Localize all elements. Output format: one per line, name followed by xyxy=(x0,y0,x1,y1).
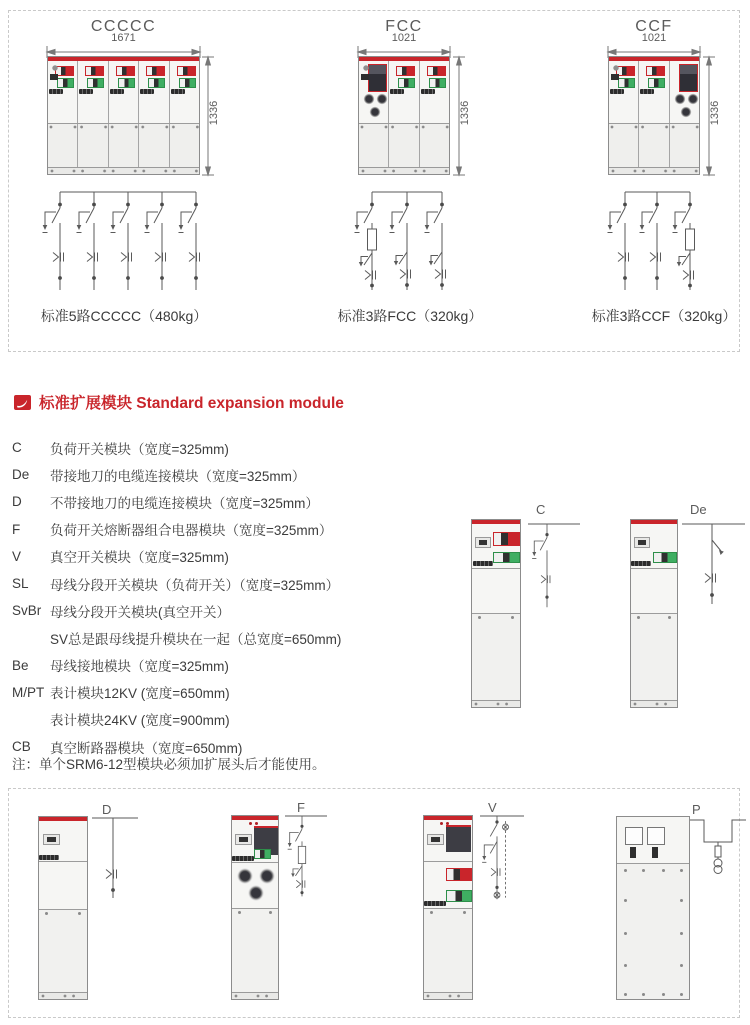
cabinet-title-fcc: FCC xyxy=(385,18,423,35)
screw-dot xyxy=(680,869,683,872)
cabinet-divider xyxy=(232,862,278,863)
connector-strip xyxy=(140,89,154,94)
module-desc: 表计模块24KV (宽度=900mm) xyxy=(50,713,230,729)
section-heading xyxy=(14,391,344,413)
module-desc: 表计模块12KV (宽度=650mm) xyxy=(50,686,230,702)
screw-dot xyxy=(478,616,481,619)
cabinet-divider xyxy=(424,861,472,862)
cabinet-divider xyxy=(39,909,87,910)
red-top-strip xyxy=(232,816,278,820)
cabinet-base xyxy=(472,700,520,707)
cabinet-module-c xyxy=(471,519,521,708)
module-code: Be xyxy=(12,657,29,673)
screw-dot xyxy=(624,899,627,902)
connector-strip xyxy=(39,855,59,860)
nameplate-badge xyxy=(361,64,371,82)
cabinet-lower-zone xyxy=(472,613,520,701)
screw-dot xyxy=(78,912,81,915)
cabinet-title-ccccc: CCCCC xyxy=(90,18,157,35)
module-desc: 母线接地模块（宽度=325mm) xyxy=(50,659,229,675)
module-desc: 真空断路器模块（宽度=650mm) xyxy=(50,740,243,756)
circuit-diagram-fcc xyxy=(362,186,462,311)
module-code: C xyxy=(12,440,22,456)
screw-dot xyxy=(642,993,645,996)
module-code: De xyxy=(12,467,30,483)
screw-dot xyxy=(238,911,241,914)
panel-c xyxy=(109,61,139,168)
meter-mark xyxy=(630,847,636,858)
circuit-diagram-c xyxy=(524,500,586,630)
cabinet-module-p xyxy=(616,816,690,1000)
cabinet-base xyxy=(48,167,199,174)
meter-window xyxy=(625,827,643,845)
screw-dot xyxy=(680,993,683,996)
connector-strip xyxy=(232,856,254,861)
caption-fcc: 标准3路FCC（320kg） xyxy=(337,308,483,324)
green-module xyxy=(493,552,520,563)
cabinet-lower-zone xyxy=(631,613,677,701)
panel-c xyxy=(420,61,449,168)
cabinet-title-ccf: CCF xyxy=(635,18,673,35)
cabinet-divider xyxy=(232,908,278,909)
panel-c xyxy=(170,61,199,168)
cabinet-divider xyxy=(48,123,199,124)
module-desc: 母线分段开关模块（负荷开关）（宽度=325mm） xyxy=(50,577,340,593)
screw-dot xyxy=(680,899,683,902)
fuse-covers xyxy=(233,866,279,904)
height-dim-ccccc: 1336 xyxy=(208,100,220,126)
cabinet-base xyxy=(609,167,699,174)
module-code: M/PT xyxy=(12,684,45,700)
screw-row xyxy=(359,125,449,129)
module-desc: 负荷开关熔断器组合电器模块（宽度=325mm） xyxy=(50,523,333,539)
list-item xyxy=(12,706,452,733)
module-code: CB xyxy=(12,739,31,755)
list-item xyxy=(12,597,452,624)
nameplate-badge xyxy=(50,64,60,82)
red-top-strip xyxy=(424,816,472,820)
cabinet-lower-zone xyxy=(617,863,689,999)
panel-c xyxy=(139,61,169,168)
list-item xyxy=(12,624,452,651)
diagram-label-d: D xyxy=(102,802,112,817)
diagram-label-p: P xyxy=(692,802,701,817)
connector-strip xyxy=(110,89,124,94)
module-desc: 不带接地刀的电缆连接模块（宽度=325mm） xyxy=(50,495,319,511)
red-top-strip xyxy=(472,520,520,524)
display-module xyxy=(427,834,444,845)
nameplate-badge xyxy=(611,64,621,82)
cabinet-module-v xyxy=(423,815,473,1000)
panel-c xyxy=(389,61,419,168)
footnote: 注：单个SRM6-12型模块必须加扩展头后才能使用。 xyxy=(12,757,326,772)
cabinet-panels xyxy=(359,61,449,168)
fuse-covers xyxy=(361,92,388,120)
module-desc: 带接地刀的电缆连接模块（宽度=325mm） xyxy=(50,468,306,484)
caption-ccccc: 标准5路CCCCC（480kg） xyxy=(40,308,208,324)
circuit-diagram-v xyxy=(476,796,538,921)
cabinet-lower-zone xyxy=(39,909,87,993)
cabinet-divider xyxy=(424,908,472,909)
screw-dot xyxy=(430,911,433,914)
cabinet-divider xyxy=(609,123,699,124)
panel-f xyxy=(670,61,699,168)
height-dim-fcc: 1336 xyxy=(459,100,471,126)
list-item xyxy=(12,543,452,570)
red-top-strip xyxy=(609,57,699,61)
screw-dot xyxy=(269,911,272,914)
circuit-diagram-f xyxy=(281,796,339,921)
list-item xyxy=(12,679,452,706)
green-module xyxy=(653,552,677,563)
screw-dot xyxy=(642,869,645,872)
red-top-strip xyxy=(631,520,677,524)
screw-row xyxy=(609,125,699,129)
display-module xyxy=(475,537,491,548)
cabinet-divider xyxy=(472,613,520,614)
meter-mark xyxy=(652,847,658,858)
list-item xyxy=(12,516,452,543)
display-module xyxy=(235,834,252,845)
caption-ccf: 标准3路CCF（320kg） xyxy=(591,308,737,324)
cabinet-base xyxy=(232,992,278,999)
screw-dot xyxy=(624,993,627,996)
display-module xyxy=(43,834,60,845)
circuit-diagram-ccf xyxy=(612,186,712,311)
connector-strip xyxy=(421,89,435,94)
connector-strip xyxy=(424,901,446,906)
module-code: D xyxy=(12,494,22,510)
screw-dot xyxy=(624,964,627,967)
screw-dot xyxy=(680,964,683,967)
cabinet-base xyxy=(359,167,449,174)
cabinet-divider xyxy=(631,568,677,569)
cabinet-panels xyxy=(609,61,699,168)
width-dim-ccccc: 1671 xyxy=(111,32,136,44)
section-heading-text: 标准扩展模块 Standard expansion module xyxy=(39,395,344,412)
screw-dot xyxy=(680,932,683,935)
red-top-strip xyxy=(48,57,199,61)
diagram-label-v: V xyxy=(488,800,497,815)
brand-icon xyxy=(14,395,31,410)
fuse-covers xyxy=(672,92,699,120)
diagram-label-de: De xyxy=(690,502,707,517)
cabinet-divider xyxy=(617,863,689,864)
circuit-diagram-p xyxy=(686,798,750,883)
connector-strip xyxy=(79,89,93,94)
list-item xyxy=(12,488,452,515)
connector-strip xyxy=(473,561,493,566)
red-module xyxy=(493,532,520,546)
cabinet-fcc xyxy=(358,56,450,175)
width-dim-ccf: 1021 xyxy=(641,32,667,44)
height-dim-ccf: 1336 xyxy=(709,100,721,126)
cabinet-divider xyxy=(631,613,677,614)
cabinet-module-d xyxy=(38,816,88,1000)
circuit-diagram-d xyxy=(88,798,150,913)
screw-row xyxy=(48,125,199,129)
connector-strip xyxy=(171,89,185,94)
connector-strip xyxy=(640,89,654,94)
module-desc: 负荷开关模块（宽度=325mm) xyxy=(50,441,229,457)
cabinet-ccf xyxy=(608,56,700,175)
green-module xyxy=(254,849,271,859)
cabinet-panels xyxy=(48,61,199,168)
screw-dot xyxy=(668,616,671,619)
cabinet-divider xyxy=(39,861,87,862)
indicator-dot xyxy=(440,822,443,825)
cabinet-module-f xyxy=(231,815,279,1000)
circuit-diagram-ccccc xyxy=(40,186,210,311)
diagram-label-c: C xyxy=(536,502,546,517)
red-top-strip xyxy=(39,817,87,821)
cabinet-ccccc xyxy=(47,56,200,175)
screw-dot xyxy=(511,616,514,619)
connector-strip xyxy=(390,89,404,94)
cabinet-base xyxy=(39,992,87,999)
screw-dot xyxy=(624,869,627,872)
meter-window xyxy=(647,827,665,845)
cabinet-base xyxy=(424,992,472,999)
screw-dot xyxy=(624,932,627,935)
module-desc: 母线分段开关模块(真空开关） xyxy=(50,604,230,620)
connector-strip xyxy=(610,89,624,94)
panel-c xyxy=(639,61,669,168)
red-top-strip xyxy=(359,57,449,61)
connector-strip xyxy=(49,89,63,94)
list-item xyxy=(12,570,452,597)
list-item xyxy=(12,461,452,488)
screw-dot xyxy=(463,911,466,914)
cabinet-divider xyxy=(359,123,449,124)
indicator-dot xyxy=(255,822,258,825)
indicator-dot xyxy=(249,822,252,825)
module-code: SvBr xyxy=(12,603,42,619)
width-dim-fcc: 1021 xyxy=(391,32,417,44)
cabinet-lower-zone xyxy=(232,908,278,993)
circuit-diagram-de xyxy=(682,500,748,630)
cabinet-base xyxy=(631,700,677,707)
panel-c xyxy=(78,61,108,168)
screw-dot xyxy=(662,993,665,996)
module-desc: 真空开关模块（宽度=325mm) xyxy=(50,550,229,566)
green-module xyxy=(446,890,472,902)
list-item xyxy=(12,434,452,461)
module-list xyxy=(12,434,452,760)
connector-strip xyxy=(631,561,651,566)
module-code: F xyxy=(12,521,21,537)
display-module xyxy=(634,537,650,548)
list-item xyxy=(12,652,452,679)
cabinet-module-de xyxy=(630,519,678,708)
screw-dot xyxy=(45,912,48,915)
module-desc: SV总是跟母线提升模块在一起（总宽度=650mm) xyxy=(50,631,342,647)
module-code: V xyxy=(12,548,22,564)
module-code: SL xyxy=(12,576,29,592)
cabinet-lower-zone xyxy=(424,908,472,993)
diagram-label-f: F xyxy=(297,800,305,815)
vacuum-switch-module xyxy=(446,825,471,852)
red-module xyxy=(446,868,472,881)
cabinet-divider xyxy=(472,568,520,569)
screw-dot xyxy=(662,869,665,872)
screw-dot xyxy=(637,616,640,619)
